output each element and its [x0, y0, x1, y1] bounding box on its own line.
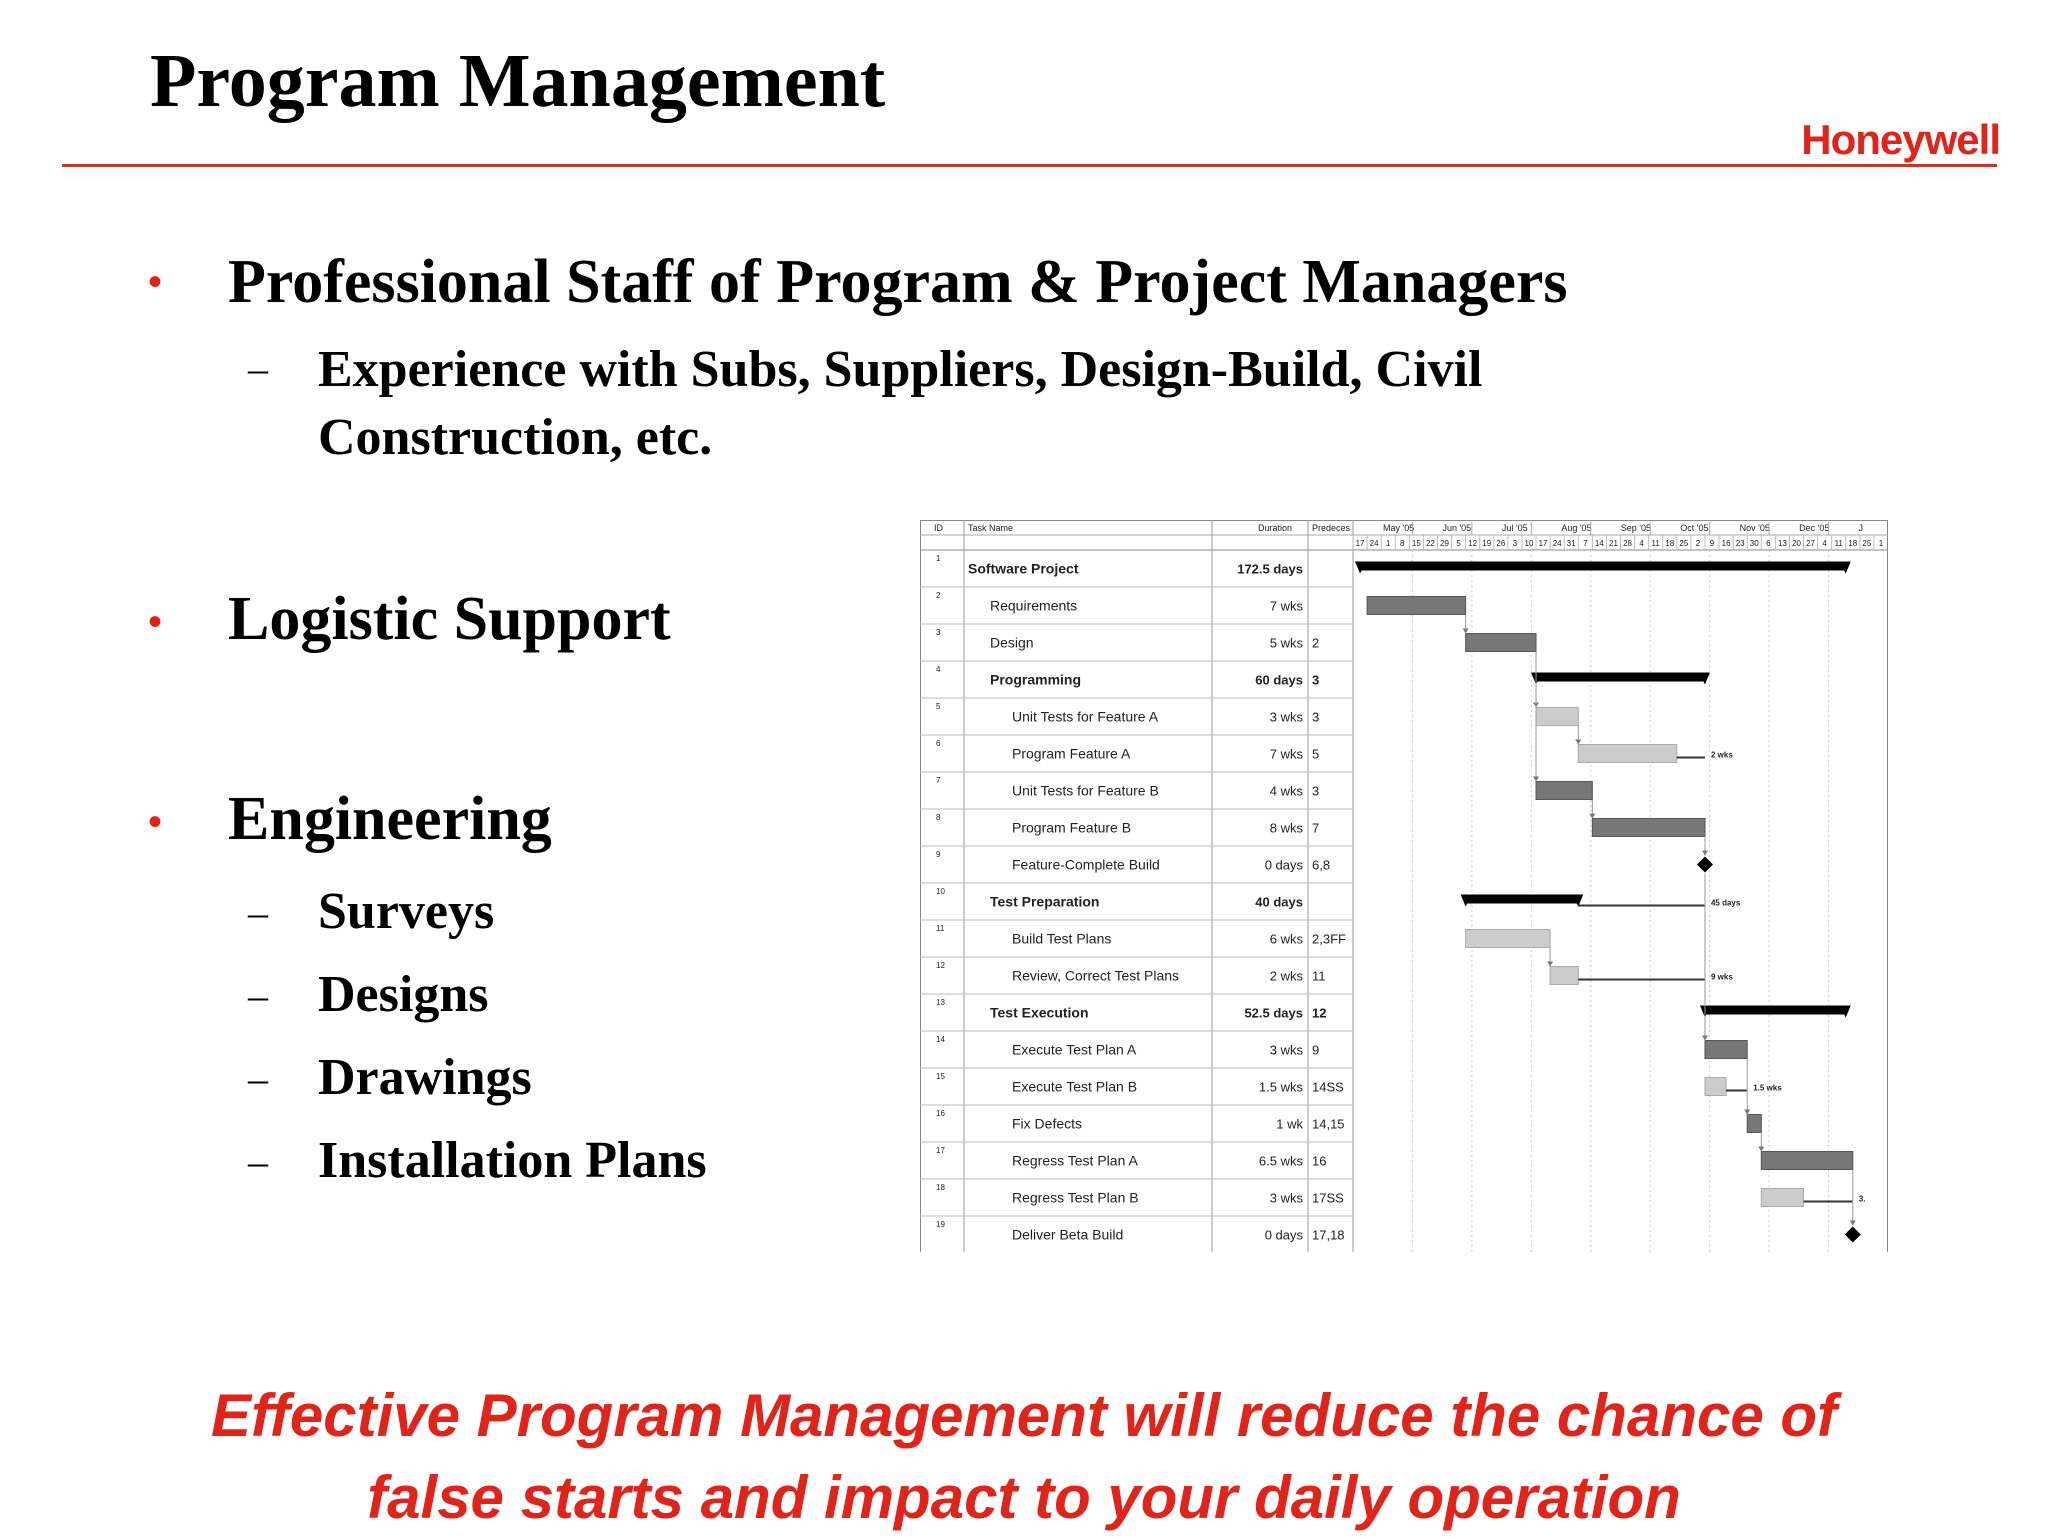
- gantt-week-label: 18: [1665, 539, 1675, 548]
- gantt-task-duration: 3 wks: [1269, 709, 1303, 725]
- gantt-row-id: 10: [936, 887, 945, 896]
- bullet-logistic-support: Logistic Support: [228, 585, 671, 653]
- gantt-task-duration: 2 wks: [1269, 968, 1303, 984]
- gantt-week-label: 24: [1552, 539, 1562, 548]
- gantt-task-name: Program Feature B: [1012, 819, 1132, 836]
- gantt-row-id: 6: [936, 739, 941, 748]
- gantt-column-header: Task Name: [968, 523, 1014, 533]
- gantt-row-id: 19: [936, 1220, 945, 1229]
- gantt-task-name: Unit Tests for Feature A: [1012, 708, 1159, 725]
- gantt-task-name: Unit Tests for Feature B: [1012, 782, 1159, 799]
- gantt-task-duration: 1.5 wks: [1258, 1079, 1303, 1095]
- gantt-task-predecessor: 9: [1312, 1042, 1320, 1058]
- gantt-week-label: 5: [1456, 539, 1461, 548]
- gantt-task-name: Execute Test Plan B: [1012, 1078, 1138, 1095]
- gantt-slack-label: 3.: [1858, 1194, 1866, 1204]
- gantt-task-name: Execute Test Plan A: [1012, 1041, 1137, 1058]
- gantt-task-bar: [1747, 1115, 1761, 1133]
- gantt-week-label: 11: [1651, 539, 1660, 548]
- gantt-task-bar: [1536, 782, 1592, 800]
- gantt-task-name: Regress Test Plan B: [1012, 1189, 1139, 1206]
- gantt-summary-bar: [1360, 562, 1846, 571]
- gantt-task-duration: 3 wks: [1269, 1042, 1303, 1058]
- gantt-column-header: Duration: [1257, 523, 1292, 533]
- bullet-professional-staff: Professional Staff of Program & Project Managers: [228, 248, 1568, 316]
- gantt-task-name: Build Test Plans: [1012, 930, 1112, 947]
- sub-bullet-surveys: Surveys: [318, 883, 495, 940]
- gantt-month-label: Aug '05: [1561, 523, 1592, 533]
- gantt-week-label: 4: [1822, 539, 1827, 548]
- gantt-week-label: 2: [1695, 539, 1701, 548]
- gantt-row-id: 17: [936, 1146, 945, 1155]
- gantt-task-predecessor: 12: [1312, 1005, 1327, 1021]
- gantt-row-id: 4: [936, 665, 941, 674]
- gantt-task-duration: 4 wks: [1269, 783, 1303, 799]
- gantt-month-label: May '05: [1383, 523, 1415, 533]
- gantt-task-predecessor: 14SS: [1312, 1079, 1344, 1095]
- gantt-task-bar: [1592, 819, 1705, 837]
- gantt-month-label: Nov '05: [1739, 523, 1770, 533]
- gantt-week-label: 15: [1411, 539, 1421, 548]
- bullet-engineering: Engineering: [228, 785, 552, 853]
- footer-tagline: [0, 1375, 2048, 1539]
- gantt-task-name: Deliver Beta Build: [1012, 1226, 1124, 1243]
- gantt-task-name: Programming: [990, 671, 1082, 688]
- gantt-row-id: 12: [936, 961, 945, 970]
- gantt-week-label: 13: [1777, 539, 1787, 548]
- gantt-row-id: 13: [936, 998, 945, 1007]
- gantt-row-id: 11: [936, 924, 945, 933]
- slide-title: Program Management: [150, 39, 886, 123]
- gantt-week-label: 1: [1878, 539, 1884, 548]
- gantt-week-label: 17: [1538, 539, 1548, 548]
- gantt-week-label: 24: [1369, 539, 1379, 548]
- gantt-task-bar: [1705, 1078, 1726, 1096]
- gantt-task-duration: 0 days: [1264, 1227, 1303, 1243]
- gantt-week-label: 30: [1749, 539, 1759, 548]
- gantt-slack-label: 45 days: [1710, 898, 1741, 908]
- gantt-task-bar: [1761, 1152, 1853, 1170]
- sub-bullet-dash: –: [248, 346, 268, 391]
- gantt-week-label: 25: [1679, 539, 1689, 548]
- gantt-week-label: 10: [1524, 539, 1534, 548]
- gantt-month-label: Jul '05: [1501, 523, 1528, 533]
- gantt-chart: [920, 520, 1888, 1252]
- gantt-week-label: 23: [1735, 539, 1745, 548]
- gantt-summary-bar: [1705, 1006, 1846, 1015]
- sub-bullet-experience-line2: Construction, etc.: [318, 409, 713, 466]
- footer-line-1: Effective Program Management will reduce the chance of: [210, 1382, 1838, 1449]
- gantt-week-label: 1: [1385, 539, 1391, 548]
- gantt-task-bar: [1466, 930, 1550, 948]
- gantt-task-duration: 7 wks: [1269, 746, 1303, 762]
- gantt-summary-bar: [1466, 895, 1579, 904]
- gantt-month-label: Jun '05: [1442, 523, 1472, 533]
- gantt-task-duration: 40 days: [1255, 894, 1303, 910]
- sub-bullet-dash: –: [248, 1139, 268, 1184]
- gantt-week-label: 29: [1440, 539, 1449, 548]
- gantt-task-name: Test Preparation: [990, 893, 1100, 910]
- sub-bullet-experience-line1: Experience with Subs, Suppliers, Design-Build, Civil: [318, 341, 1483, 398]
- gantt-task-bar: [1761, 1189, 1803, 1207]
- gantt-task-bar: [1536, 708, 1578, 726]
- gantt-row-id: 14: [936, 1035, 945, 1044]
- gantt-task-predecessor: 11: [1312, 968, 1326, 984]
- gantt-week-label: 21: [1609, 539, 1618, 548]
- sub-bullet-designs: Designs: [318, 966, 489, 1023]
- bullet-dot: •: [148, 259, 163, 304]
- sub-bullet-drawings: Drawings: [318, 1049, 532, 1106]
- gantt-week-label: 20: [1792, 539, 1801, 548]
- gantt-slack-label: 2 wks: [1710, 750, 1733, 760]
- honeywell-logo: Honeywell: [1801, 116, 2000, 163]
- gantt-task-duration: 0 days: [1264, 857, 1303, 873]
- gantt-month-label: Sep '05: [1620, 523, 1652, 533]
- gantt-task-bar: [1367, 597, 1466, 615]
- gantt-month-label: Dec '05: [1799, 523, 1830, 533]
- gantt-slack-label: 9 wks: [1710, 972, 1733, 982]
- sub-bullet-dash: –: [248, 890, 268, 935]
- gantt-task-duration: 6.5 wks: [1258, 1153, 1303, 1169]
- gantt-week-label: 16: [1721, 539, 1731, 548]
- gantt-week-label: 14: [1594, 539, 1604, 548]
- gantt-week-label: 18: [1848, 539, 1858, 548]
- gantt-row-id: 3: [936, 628, 941, 637]
- gantt-task-duration: 6 wks: [1269, 931, 1303, 947]
- gantt-week-label: 22: [1425, 539, 1435, 548]
- gantt-task-name: Fix Defects: [1012, 1115, 1083, 1132]
- gantt-row-id: 2: [936, 591, 941, 600]
- gantt-row-id: 1: [936, 554, 941, 563]
- sub-bullet-installation-plans: Installation Plans: [318, 1132, 707, 1189]
- gantt-row-id: 18: [936, 1183, 945, 1192]
- gantt-week-label: 12: [1468, 539, 1478, 548]
- gantt-week-label: 6: [1766, 539, 1771, 548]
- gantt-task-bar: [1466, 634, 1536, 652]
- gantt-task-name: Test Execution: [990, 1004, 1089, 1021]
- gantt-task-predecessor: 3: [1312, 672, 1320, 688]
- gantt-task-bar: [1705, 1041, 1747, 1059]
- gantt-task-predecessor: 17SS: [1312, 1190, 1344, 1206]
- gantt-svg: [920, 520, 1888, 1252]
- gantt-task-name: Requirements: [990, 597, 1078, 614]
- sub-bullet-dash: –: [248, 973, 268, 1018]
- gantt-task-bar: [1550, 967, 1578, 985]
- gantt-task-duration: 52.5 days: [1244, 1005, 1303, 1021]
- gantt-task-predecessor: 17,18: [1312, 1227, 1345, 1243]
- gantt-task-name: Software Project: [968, 560, 1079, 577]
- gantt-week-label: 8: [1400, 539, 1405, 548]
- gantt-row-id: 16: [936, 1109, 945, 1118]
- gantt-task-duration: 172.5 days: [1237, 561, 1303, 577]
- title-divider: [62, 164, 1997, 167]
- gantt-month-label: Oct '05: [1680, 523, 1709, 533]
- gantt-task-duration: 7 wks: [1269, 598, 1303, 614]
- sub-bullet-dash: –: [248, 1056, 268, 1101]
- gantt-week-label: 19: [1482, 539, 1492, 548]
- gantt-task-predecessor: 2: [1312, 635, 1320, 651]
- gantt-task-name: Regress Test Plan A: [1012, 1152, 1138, 1169]
- gantt-task-name: Design: [990, 634, 1034, 651]
- gantt-task-predecessor: 6,8: [1312, 857, 1331, 873]
- gantt-week-label: 31: [1566, 539, 1576, 548]
- gantt-week-label: 3: [1512, 539, 1518, 548]
- gantt-month-label: J: [1858, 523, 1864, 533]
- gantt-column-header: ID: [934, 523, 943, 533]
- gantt-row-id: 7: [936, 776, 941, 785]
- gantt-week-label: 26: [1496, 539, 1506, 548]
- gantt-task-predecessor: 16: [1312, 1153, 1327, 1169]
- gantt-week-label: 9: [1709, 539, 1715, 548]
- gantt-slack-label: 1.5 wks: [1753, 1083, 1782, 1093]
- gantt-task-name: Program Feature A: [1012, 745, 1131, 762]
- gantt-row-id: 9: [936, 850, 941, 859]
- bullet-dot: •: [148, 599, 163, 644]
- footer-line-2: false starts and impact to your daily operation: [367, 1464, 1681, 1531]
- gantt-task-name: Feature-Complete Build: [1012, 856, 1160, 873]
- gantt-task-name: Review, Correct Test Plans: [1012, 967, 1180, 984]
- gantt-week-label: 25: [1862, 539, 1872, 548]
- gantt-row-id: 8: [936, 813, 941, 822]
- gantt-task-predecessor: 3: [1312, 783, 1320, 799]
- gantt-week-label: 11: [1834, 539, 1843, 548]
- gantt-week-label: 7: [1583, 539, 1588, 548]
- gantt-task-predecessor: 14,15: [1312, 1116, 1345, 1132]
- gantt-task-duration: 1 wk: [1276, 1116, 1303, 1132]
- gantt-task-duration: 3 wks: [1269, 1190, 1303, 1206]
- gantt-task-duration: 8 wks: [1269, 820, 1303, 836]
- gantt-task-predecessor: 5: [1312, 746, 1320, 762]
- gantt-week-label: 27: [1806, 539, 1816, 548]
- gantt-task-duration: 60 days: [1255, 672, 1303, 688]
- gantt-task-bar: [1578, 745, 1677, 763]
- gantt-task-predecessor: 2,3FF: [1312, 931, 1346, 947]
- gantt-week-label: 4: [1639, 539, 1644, 548]
- gantt-summary-bar: [1536, 673, 1705, 682]
- gantt-row-id: 5: [936, 702, 941, 711]
- gantt-column-header: Predeces: [1312, 523, 1351, 533]
- gantt-task-predecessor: 7: [1312, 820, 1320, 836]
- gantt-row-id: 15: [936, 1072, 945, 1081]
- gantt-task-predecessor: 3: [1312, 709, 1320, 725]
- gantt-task-duration: 5 wks: [1269, 635, 1303, 651]
- bullet-dot: •: [148, 799, 163, 844]
- gantt-week-label: 28: [1623, 539, 1632, 548]
- gantt-week-label: 17: [1355, 539, 1365, 548]
